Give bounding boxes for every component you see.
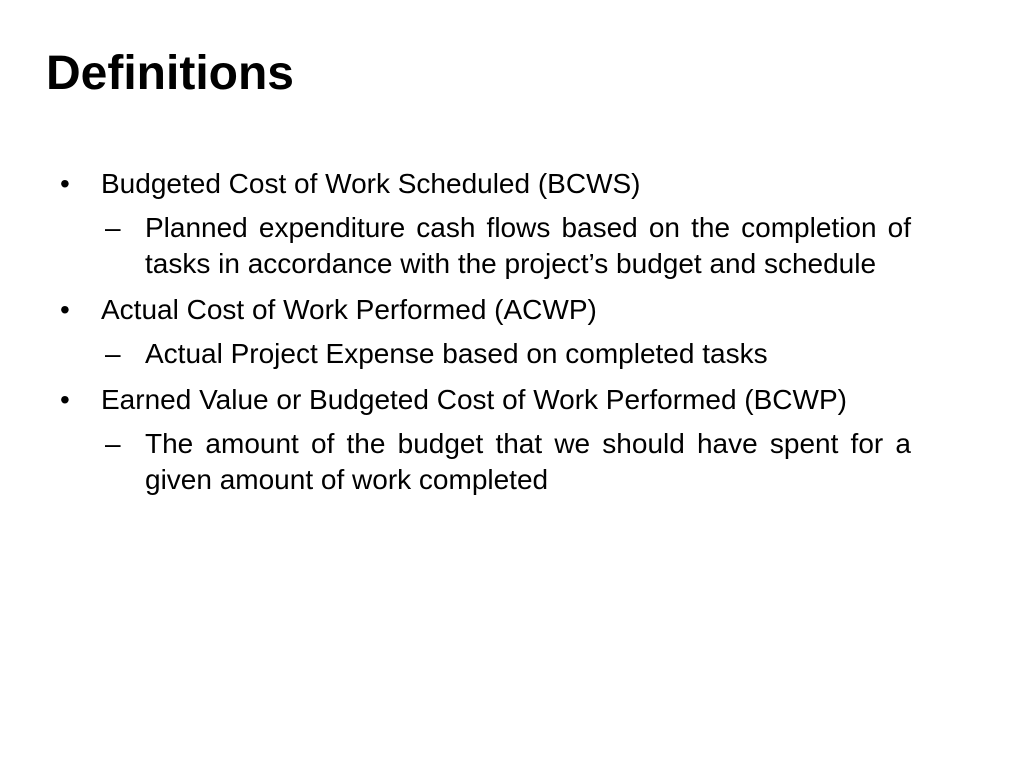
bullet-item-bcws xyxy=(60,166,911,202)
bullet-item-bcwp xyxy=(60,382,911,418)
slide-title: Definitions xyxy=(46,47,294,100)
sub-item-bcwp-definition xyxy=(105,426,911,498)
bullet-text: Earned Value or Budgeted Cost of Work Performed (BCWP) xyxy=(101,384,847,415)
sub-item-acwp-definition xyxy=(105,336,911,372)
bullet-list xyxy=(60,166,911,498)
bullet-text: Actual Cost of Work Performed (ACWP) xyxy=(101,294,597,325)
dash-marker: – xyxy=(105,428,121,459)
dash-marker: – xyxy=(105,338,121,369)
bullet-marker: • xyxy=(60,168,70,199)
sub-item-text: Actual Project Expense based on completed tasks xyxy=(145,338,768,369)
sub-item-bcws-definition xyxy=(105,210,911,282)
sub-item-text: Planned expenditure cash flows based on the completion of tasks in accordance with the project’s budget and schedule xyxy=(145,212,911,279)
sub-item-text: The amount of the budget that we should have spent for a given amount of work completed xyxy=(145,428,911,495)
bullet-text: Budgeted Cost of Work Scheduled (BCWS) xyxy=(101,168,641,199)
bullet-item-acwp xyxy=(60,292,911,328)
bullet-marker: • xyxy=(60,294,70,325)
bullet-marker: • xyxy=(60,384,70,415)
dash-marker: – xyxy=(105,212,121,243)
